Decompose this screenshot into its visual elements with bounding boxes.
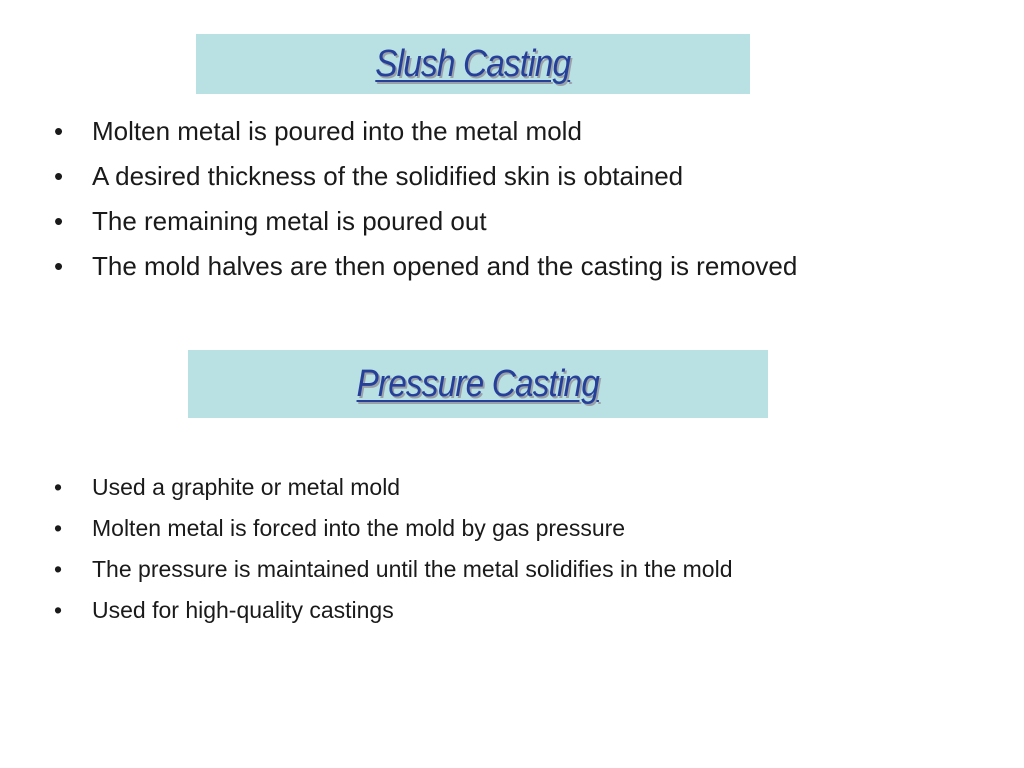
slush-casting-title: Slush Casting <box>375 42 571 85</box>
bullet-dot-icon: • <box>54 116 64 146</box>
bullet-dot-icon: • <box>54 251 64 281</box>
slush-casting-bullet-list <box>54 109 797 289</box>
pressure-casting-bullet-list <box>54 467 733 631</box>
bullet-item <box>54 109 797 154</box>
bullet-item <box>54 549 733 590</box>
bullet-dot-icon: • <box>54 206 64 236</box>
bullet-dot-icon: • <box>54 474 63 500</box>
bullet-text: Used a graphite or metal mold <box>92 474 401 500</box>
bullet-item <box>54 590 733 631</box>
bullet-dot-icon: • <box>54 597 63 623</box>
slush-casting-title-box <box>196 34 750 94</box>
bullet-text: The mold halves are then opened and the casting is removed <box>92 251 798 281</box>
bullet-item <box>54 467 733 508</box>
pressure-casting-title: Pressure Casting <box>356 362 600 405</box>
bullet-text: Molten metal is forced into the mold by gas pressure <box>92 515 626 541</box>
bullet-dot-icon: • <box>54 556 63 582</box>
bullet-text: The remaining metal is poured out <box>92 206 487 236</box>
pressure-casting-title-box <box>188 350 768 418</box>
bullet-dot-icon: • <box>54 515 63 541</box>
bullet-text: Molten metal is poured into the metal mold <box>92 116 582 146</box>
bullet-text: Used for high-quality castings <box>92 597 394 623</box>
bullet-text: A desired thickness of the solidified skin is obtained <box>92 161 684 191</box>
bullet-item <box>54 508 733 549</box>
bullet-dot-icon: • <box>54 161 64 191</box>
bullet-text: The pressure is maintained until the metal solidifies in the mold <box>92 556 733 582</box>
bullet-item <box>54 199 797 244</box>
bullet-item <box>54 154 797 199</box>
bullet-item <box>54 244 797 289</box>
